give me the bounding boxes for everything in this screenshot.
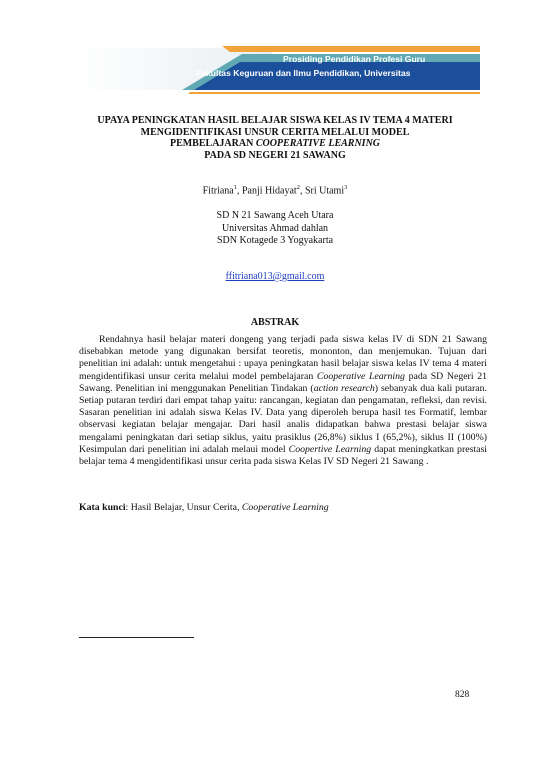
title-line-4: PADA SD NEGERI 21 SAWANG (204, 149, 346, 161)
page-number: 828 (455, 690, 470, 700)
abstract-body (79, 334, 487, 468)
abstract-text: dapat meningkatkan prestasi belajar tema 4 mengidentifikasi unsur cerita pada siswa Kelas IV SD Negeri 21 Sawang . (79, 443, 487, 468)
keywords-italic: Cooperative Learning (241, 502, 329, 513)
keywords (79, 502, 487, 513)
abstract-heading: ABSTRAK (250, 317, 300, 328)
footnote-separator (79, 637, 194, 638)
keywords-label: Kata kunci (79, 502, 126, 513)
abstract-text: ) sebanyak dua kali putaran. Setiap putaran terdiri dari empat tahap yaitu: rancangan, kegiatan dan pengamatan, refleksi, dan revisi. Sasaran penelitian ini adalah siswa Kelas IV. Data yang diperoleh berupa hasil tes Formatif, lembar observasi kegiatan belajar mengajar. Dari hasil analis didapatkan bahwa prestasi belajar siswa mengalami peningkatan dari setiap siklus, yaitu prasiklus (26,8%) siklus I (65,2%), siklus II (100%) Kesimpulan dari penelitian ini adalah melaui model (79, 382, 487, 455)
affiliation: SDN Kotagede 3 Yogyakarta (216, 235, 334, 246)
banner-line-1: Prosiding Pendidikan Profesi Guru (283, 54, 426, 64)
author-sep: , (236, 185, 242, 197)
author-name: Panji Hidayat (241, 185, 297, 197)
abstract-italic: action research (313, 382, 375, 394)
author-sup: 1 (233, 184, 237, 191)
author-sep: , (299, 185, 305, 197)
paper-title (60, 115, 490, 161)
title-line-2: MENGIDENTIFIKASI UNSUR CERITA MELALUI MODEL (140, 126, 410, 138)
email-link[interactable]: ffitriana013@gmail.com (225, 271, 325, 282)
title-line-3-prefix: PEMBELAJARAN (169, 138, 256, 149)
abstract-italic: Coopertive Learning (288, 443, 372, 455)
title-line-1: UPAYA PENINGKATAN HASIL BELAJAR SISWA KELAS IV TEMA 4 MATERI (97, 115, 453, 126)
title-line-3 (60, 138, 490, 150)
author-name: Fitriana (202, 185, 234, 197)
banner-text (196, 52, 430, 80)
affiliation: SD N 21 Sawang Aceh Utara (216, 210, 334, 221)
author-sup: 3 (344, 184, 348, 191)
affiliations (60, 210, 490, 248)
abstract-text: pada SD Negeri 21 Sawang. Penelitian ini menggunakan Penelitian Tindakan ( (79, 370, 487, 394)
banner-orange-bottom (188, 92, 480, 94)
abstract-paragraph (79, 334, 487, 468)
keywords-text: : Hasil Belajar, Unsur Cerita, (125, 502, 242, 513)
author-list (60, 184, 490, 196)
banner-line-2: Fakultas Keguruan dan Ilmu Pendidikan, Universitas (196, 68, 411, 78)
abstract-text: Rendahnya hasil belajar materi dongeng yang terjadi pada siswa kelas IV di SDN 21 Sawang disebabkan metode yang digunakan bersifat teoretis, mononton, dan menjemukan. Tujuan dari penelitian ini adalah: untuk mengetahui : upaya peningkatan hasil belajar siswa kelas IV tema 4 materi mengidentifikasi unsur cerita melalui model pembelajaran (79, 334, 487, 382)
affiliation: Universitas Ahmad dahlan (221, 222, 329, 234)
title-line-3-italic: COOPERATIVE LEARNING (255, 138, 381, 149)
abstract-italic: Cooperative Learning (316, 370, 405, 382)
author-sup: 2 (296, 184, 300, 191)
author-name: Sri Utami (304, 185, 345, 197)
